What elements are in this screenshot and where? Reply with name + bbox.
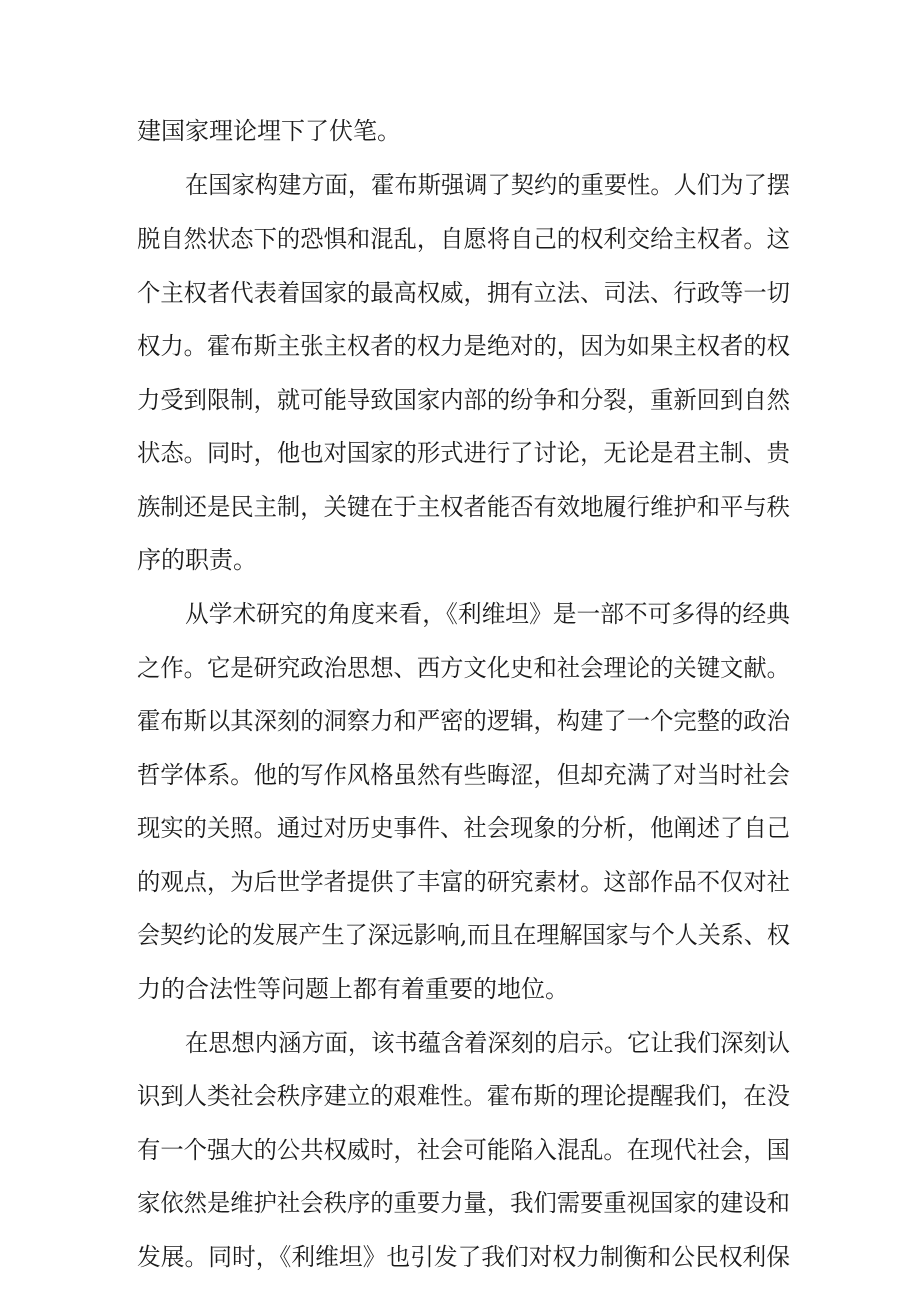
text-line: 建国家理论埋下了伏笔。 (137, 117, 401, 145)
text-line: 在国家构建方面，霍布斯强调了契约的重要性。人们为了摆 (185, 171, 790, 199)
text-line: 现实的关照。通过对历史事件、社会现象的分析，他阐述了自己 (137, 814, 790, 842)
text-line: 族制还是民主制，关键在于主权者能否有效地履行维护和平与秩 (137, 493, 790, 521)
text-line: 家依然是维护社会秩序的重要力量，我们需要重视国家的建设和 (137, 1189, 790, 1217)
text-line: 力受到限制，就可能导致国家内部的纷争和分裂，重新回到自然 (137, 386, 790, 414)
text-line: 从学术研究的角度来看，《利维坦》是一部不可多得的经典 (185, 600, 790, 628)
text-line: 状态。同时，他也对国家的形式进行了讨论，无论是君主制、贵 (137, 439, 790, 467)
text-line: 序的职责。 (137, 546, 257, 574)
text-line: 之作。它是研究政治思想、西方文化史和社会理论的关键文献。 (137, 654, 790, 682)
text-line: 会契约论的发展产生了深远影响,而且在理解国家与个人关系、权 (137, 921, 790, 949)
text-line: 发展。同时，《利维坦》也引发了我们对权力制衡和公民权利保 (137, 1243, 790, 1271)
text-line: 识到人类社会秩序建立的艰难性。霍布斯的理论提醒我们，在没 (137, 1082, 790, 1110)
text-line: 在思想内涵方面，该书蕴含着深刻的启示。它让我们深刻认 (185, 1029, 790, 1057)
text-line: 的观点，为后世学者提供了丰富的研究素材。这部作品不仅对社 (137, 868, 790, 896)
text-line: 力的合法性等问题上都有着重要的地位。 (137, 975, 569, 1003)
text-line: 霍布斯以其深刻的洞察力和严密的逻辑，构建了一个完整的政治 (137, 707, 790, 735)
text-line: 个主权者代表着国家的最高权威，拥有立法、司法、行政等一切 (137, 279, 790, 307)
text-line: 权力。霍布斯主张主权者的权力是绝对的，因为如果主权者的权 (137, 332, 790, 360)
text-line: 脱自然状态下的恐惧和混乱，自愿将自己的权利交给主权者。这 (137, 225, 790, 253)
text-line: 有一个强大的公共权威时，社会可能陷入混乱。在现代社会，国 (137, 1136, 790, 1164)
text-line: 哲学体系。他的写作风格虽然有些晦涩，但却充满了对当时社会 (137, 761, 790, 789)
